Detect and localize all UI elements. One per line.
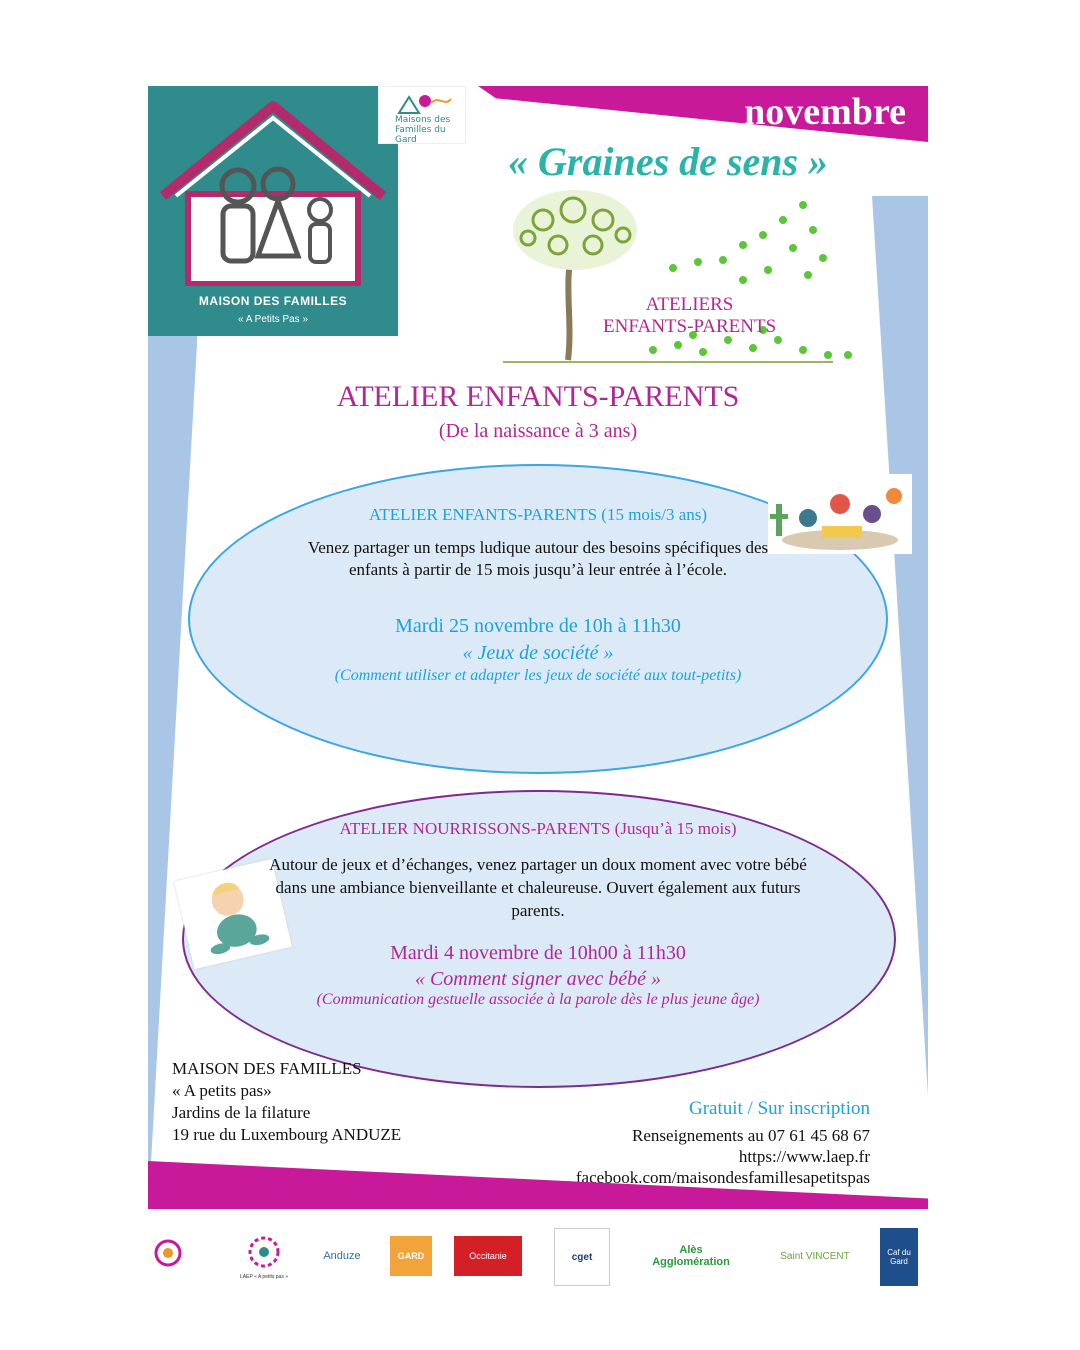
address-line3: Jardins de la filature xyxy=(172,1103,311,1122)
laep-icon xyxy=(244,1232,284,1274)
illustration-label-line2: ENFANTS-PARENTS xyxy=(603,316,777,337)
logo-subtitle: « A Petits Pas » xyxy=(237,314,309,325)
session1-description: Venez partager un temps ludique autour des besoins spécifiques des enfants à partir de 15 mois jusqu’à leur entrée à l’école. xyxy=(307,538,769,579)
sponsor-cget xyxy=(554,1228,610,1286)
illustration-label-line1: ATELIERS xyxy=(645,294,734,315)
session2-note: (Communication gestuelle associée à la parole dès le plus jeune âge) xyxy=(316,991,760,1008)
sponsor-anduze xyxy=(313,1228,371,1284)
contact-block xyxy=(576,1098,870,1188)
sponsor-gard-label: GARD xyxy=(397,1251,425,1261)
phone-info: Renseignements au 07 61 45 68 67 xyxy=(632,1126,870,1145)
session2-description: Autour de jeux et d’échanges, venez partager un doux moment avec votre bébé dans une ambiance bienveillante et chaleureuse. Ouvert également aux futurs parents. xyxy=(269,855,807,920)
session1-note: (Comment utiliser et adapter les jeux de société aux tout-petits) xyxy=(334,667,742,684)
sponsor-gard xyxy=(390,1236,432,1276)
session2-topic: « Comment signer avec bébé » xyxy=(414,968,662,990)
poster xyxy=(148,86,928,1209)
maisons-des-familles-gard-logo xyxy=(378,86,466,144)
session1-date: Mardi 25 novembre de 10h à 11h30 xyxy=(395,615,681,637)
session2-title: ATELIER NOURRISSONS-PARENTS (Jusqu’à 15 mois) xyxy=(339,819,737,838)
illustration-label xyxy=(603,294,776,338)
sponsor-saint-vincent-label: Saint VINCENT xyxy=(780,1250,850,1262)
sponsor-anduze-label: Anduze xyxy=(323,1250,361,1262)
sponsor-occitanie-label: Occitanie xyxy=(469,1251,507,1261)
theme-title: « Graines de sens » xyxy=(508,139,829,184)
tree-illustration xyxy=(503,190,863,370)
maison-des-familles-logo xyxy=(148,86,398,336)
address-line4: 19 rue du Luxembourg ANDUZE xyxy=(172,1125,402,1144)
sponsor-caf xyxy=(880,1228,918,1286)
sponsor-ales xyxy=(652,1228,730,1284)
sponsor-saint-vincent xyxy=(780,1228,850,1284)
session1-topic: « Jeux de société » xyxy=(462,642,614,664)
website-link[interactable]: https://www.laep.fr xyxy=(738,1147,870,1166)
sponsor-laep xyxy=(238,1228,290,1284)
sponsor-cget-label: cget xyxy=(571,1251,593,1263)
session1-title: ATELIER ENFANTS-PARENTS (15 mois/3 ans) xyxy=(368,505,708,524)
sponsor-occitanie xyxy=(454,1236,522,1276)
partner-logo-text: Maisons des Familles du Gard xyxy=(395,115,451,145)
sponsor-caf-label: Caf du Gard xyxy=(887,1248,911,1266)
free-registration: Gratuit / Sur inscription xyxy=(688,1098,870,1119)
sponsor-logo-1 xyxy=(148,1228,188,1284)
sponsor-ales-label: Alès Agglomération xyxy=(652,1244,730,1268)
sponsor-laep-label: LAEP « A petits pas » xyxy=(240,1274,288,1280)
address-block xyxy=(172,1058,401,1146)
session2-date: Mardi 4 novembre de 10h00 à 11h30 xyxy=(390,942,686,964)
address-line1: MAISON DES FAMILLES xyxy=(172,1059,362,1078)
facebook-link[interactable]: facebook.com/maisondesfamillesapetitspas xyxy=(575,1168,870,1187)
bird-house-icon xyxy=(379,87,465,117)
address-line2: « A petits pas» xyxy=(172,1081,272,1100)
board-game-illustration xyxy=(768,474,912,554)
age-range: (De la naissance à 3 ans) xyxy=(438,420,638,442)
month-label: novembre xyxy=(744,91,906,133)
logo-title: MAISON DES FAMILLES xyxy=(198,294,348,308)
house-family-icon xyxy=(148,86,398,286)
main-title: ATELIER ENFANTS-PARENTS xyxy=(336,380,740,413)
